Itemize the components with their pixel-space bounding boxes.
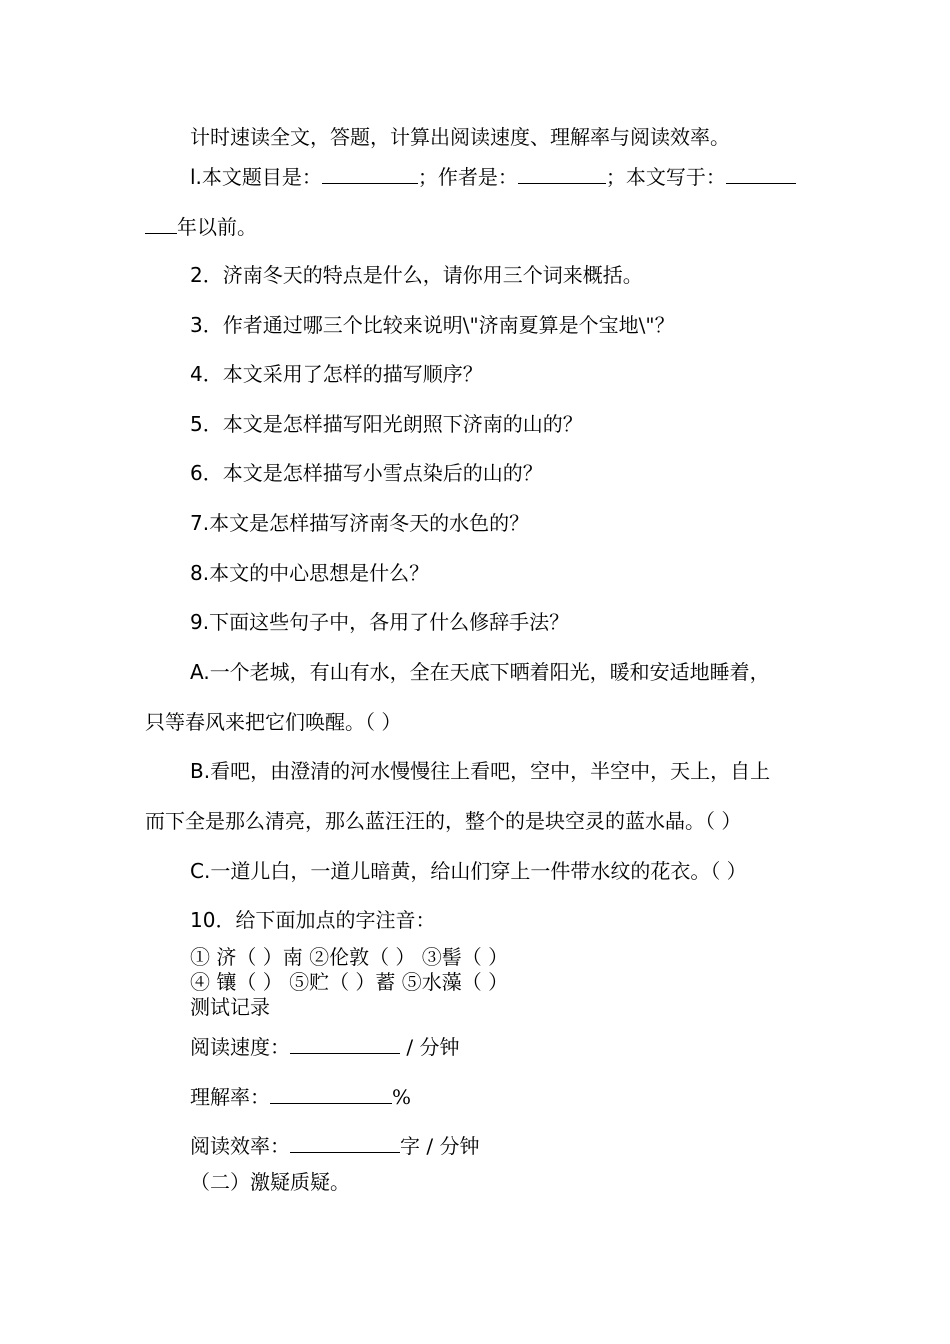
author-blank[interactable]	[518, 163, 606, 184]
item-text: 一个老城，有山有水，全在天底下晒着阳光，暖和安适地睡着，	[209, 660, 770, 684]
efficiency-row	[190, 1132, 479, 1159]
question-number: 10．	[190, 908, 236, 932]
item-label: A.	[190, 660, 210, 684]
year-blank-cont[interactable]	[145, 213, 177, 234]
question-number: 7.	[190, 511, 210, 535]
question-text: 本文是怎样描写阳光朗照下济南的山的？	[222, 412, 583, 436]
question-text: 本文的中心思想是什么？	[209, 561, 430, 585]
question-text: 本文是怎样描写济南冬天的水色的？	[209, 511, 530, 535]
efficiency-blank[interactable]	[290, 1132, 400, 1153]
question-text: 下面这些句子中，各用了什么修辞手法？	[209, 610, 570, 634]
question-number: l.	[190, 165, 202, 189]
question-text: 给下面加点的字注音：	[235, 908, 436, 932]
comprehension-label: 理解率：	[190, 1085, 270, 1109]
question-2	[190, 262, 643, 288]
question-9	[190, 609, 569, 635]
question-text: 作者通过哪三个比较来说明\"济南夏算是个宝地\"？	[222, 313, 675, 337]
item-text: 一道儿白，一道儿暗黄，给山们穿上一件带水纹的花衣。（ ）	[210, 859, 747, 883]
item-label: B.	[190, 759, 211, 783]
question-4	[190, 361, 483, 387]
reading-speed-row	[190, 1033, 459, 1060]
question-number: 6．	[190, 461, 223, 485]
item-text: 看吧，由澄清的河水慢慢往上看吧，空中，半空中，天上，自上	[210, 759, 771, 783]
record-title: 测试记录	[190, 995, 270, 1019]
efficiency-label: 阅读效率：	[190, 1134, 290, 1158]
question-1	[190, 163, 796, 190]
item-c	[190, 858, 747, 884]
pinyin-row-2: ④ 镶（ ） ⑤贮（ ）蓄 ⑤水藻（ ）	[190, 970, 509, 994]
question-5	[190, 411, 583, 437]
question-number: 9.	[190, 610, 210, 634]
question-6	[190, 460, 543, 486]
reading-speed-unit: / 分钟	[406, 1035, 460, 1059]
comprehension-unit: %	[392, 1085, 412, 1109]
item-label: C.	[190, 859, 211, 883]
item-a-cont: 只等春风来把它们唤醒。（ ）	[145, 710, 402, 734]
year-blank[interactable]	[726, 163, 796, 184]
question-text: 本文采用了怎样的描写顺序？	[222, 362, 483, 386]
written-label: ；本文写于：	[605, 165, 726, 189]
item-a	[190, 659, 770, 685]
item-b	[190, 758, 770, 784]
question-number: 8.	[190, 561, 210, 585]
question-number: 2．	[190, 263, 223, 287]
title-blank[interactable]	[322, 163, 418, 184]
question-3	[190, 312, 675, 338]
reading-speed-blank[interactable]	[290, 1033, 400, 1054]
author-label: ；作者是：	[417, 165, 518, 189]
comprehension-row	[190, 1083, 411, 1110]
pinyin-row-1: ① 济（ ）南 ②伦敦（ ） ③髻（ ）	[190, 945, 509, 969]
question-number: 4．	[190, 362, 223, 386]
question-number: 3．	[190, 313, 223, 337]
item-b-cont: 而下全是那么清亮，那么蓝汪汪的，整个的是块空灵的蓝水晶。（ ）	[145, 809, 742, 833]
question-text: 济南冬天的特点是什么，请你用三个词来概括。	[222, 263, 643, 287]
question-1-cont	[145, 213, 257, 240]
reading-speed-label: 阅读速度：	[190, 1035, 290, 1059]
title-label: 本文题目是：	[201, 165, 322, 189]
question-10	[190, 907, 435, 933]
question-8	[190, 560, 429, 586]
years-ago-label: 年以前。	[177, 215, 257, 239]
comprehension-blank[interactable]	[270, 1083, 392, 1104]
intro-text: 计时速读全文，答题，计算出阅读速度、理解率与阅读效率。	[190, 125, 730, 149]
section-2-heading: （二）激疑质疑。	[190, 1170, 350, 1194]
question-number: 5．	[190, 412, 223, 436]
efficiency-unit: 字 / 分钟	[400, 1134, 480, 1158]
question-7	[190, 510, 529, 536]
question-text: 本文是怎样描写小雪点染后的山的？	[222, 461, 543, 485]
